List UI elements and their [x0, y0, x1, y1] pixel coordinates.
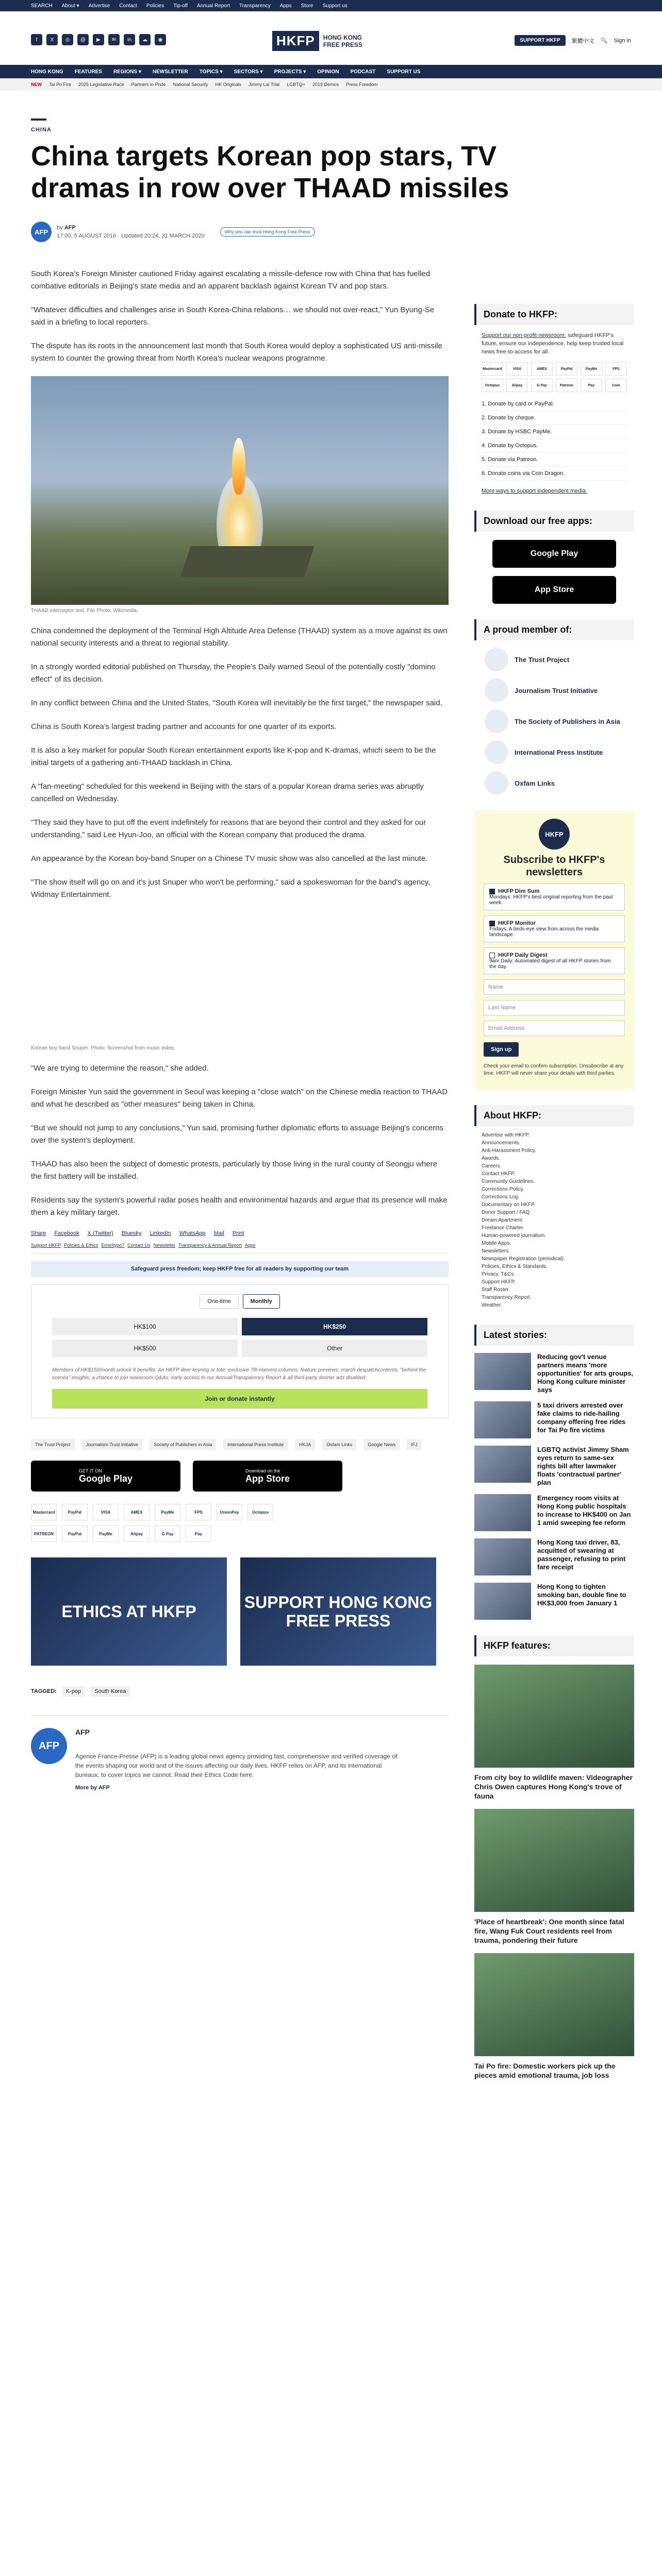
topbar-link[interactable]: Store [301, 3, 313, 9]
trust-link[interactable]: Why you can trust Hong Kong Free Press [220, 227, 315, 236]
author-avatar[interactable]: AFP [31, 222, 52, 242]
member-badge[interactable]: Oxfam Links [322, 1439, 356, 1450]
byline-date: 17:00, 5 AUGUST 2016 [57, 233, 117, 239]
amount-500[interactable]: HK$500 [52, 1340, 238, 1357]
instagram-icon[interactable]: ◎ [62, 34, 73, 45]
thaad-test-image [31, 376, 449, 605]
language-link[interactable]: 繁體中文 [571, 38, 594, 44]
monthly-option[interactable]: Monthly [243, 1294, 280, 1309]
amount-250[interactable]: HK$250 [242, 1318, 427, 1335]
sign-in-link[interactable]: Sign in [614, 37, 631, 44]
byline-author[interactable]: AFP [64, 225, 76, 231]
rss-icon[interactable]: ◉ [155, 34, 166, 45]
trending-link[interactable]: 2025 Legislative Race [78, 82, 124, 87]
feature-image[interactable] [474, 1953, 634, 2056]
about-link[interactable]: Anti-Harassment Policy. [482, 1148, 536, 1154]
social-links [31, 34, 166, 45]
about-link[interactable]: Staff Roster. [482, 1287, 510, 1293]
story-headline[interactable]: Reducing gov't venue partners means 'more opportunities' for arts groups, Hong Kong culture minister says [537, 1353, 633, 1394]
sidebar-payment-icons [482, 362, 627, 392]
about-link[interactable]: Weather. [482, 1302, 502, 1308]
sidebar-google-play[interactable]: Google Play [492, 540, 616, 568]
sidebar-app-store[interactable]: App Store [492, 576, 616, 604]
feature-story[interactable] [474, 1665, 634, 1801]
donate-method[interactable]: 4. Donate by Octopus. [482, 439, 627, 453]
donate-heading: Donate to HKFP: [474, 304, 634, 325]
about-heading: About HKFP: [474, 1105, 634, 1126]
payment-icon[interactable]: PayMe [93, 1526, 119, 1542]
member-name: The Trust Project [515, 655, 570, 664]
nonprofit-link[interactable]: Support our non-profit newsroom: [482, 332, 566, 338]
share-link[interactable]: LinkedIn [150, 1230, 171, 1236]
paragraph: A "fan-meeting" scheduled for this weekend in Beijing with the stars of a popular Korean drama series was abruptly cancelled on Wednesday. [31, 782, 424, 803]
newsletter-name: HKFP Dim Sum [498, 888, 540, 894]
topbar-link[interactable]: Contact [119, 3, 137, 9]
payment-icon[interactable]: G Pay [155, 1526, 180, 1542]
paragraph: "We are trying to determine the reason," she added. [31, 1064, 209, 1073]
newsletter-desc: Fridays: A birds-eye view from across the media landscape. [489, 926, 599, 938]
topbar-link[interactable]: Support us [322, 3, 347, 9]
threads-icon[interactable]: @ [77, 34, 89, 45]
nav-item[interactable]: OPINION [317, 69, 339, 75]
paragraph: The dispute has its roots in the announcement last month that South Korea would deploy a sophisticated US anti-missile system to counter the growing threat from North Korea's nuclear weapons programme. [31, 342, 442, 363]
payment-icon[interactable]: AMEX [124, 1504, 150, 1520]
feature-image[interactable] [474, 1665, 634, 1768]
footer-link[interactable]: Apps [244, 1243, 256, 1248]
topbar-link[interactable]: Annual Report [197, 3, 230, 9]
sidebar [474, 304, 634, 2080]
article-title: China targets Korean pop stars, TV dramas in row over THAAD missiles [31, 141, 509, 204]
topbar-link[interactable]: Advertise [88, 3, 110, 9]
feature-headline[interactable]: From city boy to wildlife maven: Videographer Chris Owen captures Hong Kong's trove of fauna [474, 1773, 633, 1800]
feature-story[interactable] [474, 1953, 634, 2080]
about-link[interactable]: Corrections Log. [482, 1194, 520, 1200]
main-navigation [0, 65, 662, 78]
share-link[interactable]: Bluesky [121, 1230, 142, 1236]
share-link[interactable]: Print [232, 1230, 244, 1236]
member-badge[interactable]: Journalism Trust Initiative [82, 1439, 143, 1450]
member-name: The Society of Publishers in Asia [515, 717, 620, 725]
topbar-link[interactable]: Apps [279, 3, 292, 9]
latest-story[interactable] [474, 1494, 634, 1531]
newsletter-title: Subscribe to HKFP's newsletters [503, 854, 605, 878]
author-box-name[interactable]: AFP [75, 1728, 90, 1736]
about-link[interactable]: Newspaper Registration (periodical). [482, 1256, 565, 1262]
checkbox-icon[interactable] [489, 889, 495, 894]
nav-item[interactable]: SECTORS ▾ [234, 69, 263, 75]
facebook-icon[interactable]: f [31, 34, 42, 45]
paragraph: "The show itself will go on and it's just Snuper who won't be performing," said a spokeswoman for the band's agency, Widmay Entertainment. [31, 878, 431, 899]
payment-icon[interactable]: Octopus [482, 379, 503, 392]
search-icon[interactable]: 🔍 [600, 38, 608, 44]
member-perks: Members of HK$150/month unlock 8 benefits: An HKFP deer keyring or tote; exclusive 7th Harvest columns; feature previews; march despatchcontents; "behind the scenes" insights; a chance to join newsroom Q&As; early access to our Annual/Transparency Report & all third-party donner ads disabled. [52, 1367, 426, 1381]
about-link[interactable]: Mobile Apps. [482, 1241, 511, 1246]
newsletter-logo: HKFP [539, 819, 570, 850]
image-caption: THAAD interceptor test. File Photo: Wikimedia. [31, 608, 138, 614]
story-thumbnail[interactable] [474, 1494, 531, 1531]
payment-icon[interactable]: Mastercard [482, 362, 503, 376]
trending-link[interactable]: Partners in Pride [131, 82, 166, 87]
payment-icon[interactable]: G Pay [531, 379, 553, 392]
trending-link[interactable]: 2019 Demos [312, 82, 339, 87]
sign-up-button[interactable]: Sign up [484, 1042, 519, 1057]
embedded-video[interactable] [31, 912, 449, 1041]
about-link[interactable]: Advertise with HKFP. [482, 1132, 530, 1138]
nav-item[interactable]: PODCAST [350, 69, 376, 75]
story-thumbnail[interactable] [474, 1446, 531, 1483]
paragraph: THAAD has also been the subject of domestic protests, particularly by those living in the rural county of Seongju where the first battery will be installed. [31, 1160, 437, 1181]
footer-link[interactable]: Support HKFP [31, 1243, 61, 1248]
payment-icon[interactable]: UnionPay [217, 1504, 242, 1520]
payment-icon[interactable]: VISA [93, 1504, 119, 1520]
share-link[interactable]: Mail [213, 1230, 224, 1236]
google-play-button[interactable] [31, 1461, 180, 1492]
newsletter-name: HKFP Monitor [498, 920, 536, 926]
google-play-small: GET IT ON [78, 1468, 102, 1473]
paragraph: Residents say the system's powerful radar poses health and environmental hazards and argue that its presence will make them a key military target. [31, 1196, 448, 1217]
newsletter-option[interactable] [484, 947, 625, 974]
payment-icon[interactable]: Pay [186, 1526, 211, 1542]
nav-item[interactable]: TOPICS ▾ [199, 69, 223, 75]
paragraph: "But we should not jump to any conclusions," Yun said, promising further diplomatic efforts to assuage Beijing's concerns over the system's deployment. [31, 1124, 444, 1145]
payment-icon[interactable]: PayMe [155, 1504, 180, 1520]
x-icon[interactable]: X [46, 34, 58, 45]
paragraph: "Whatever difficulties and challenges arise in South Korea-China relations… we should not over-react," Yun Byung-Se said in a briefing to local reporters. [31, 306, 435, 327]
story-thumbnail[interactable] [474, 1353, 531, 1390]
more-by-author[interactable]: More by AFP [75, 1785, 110, 1791]
logo-line1: HONG KONG [323, 33, 362, 41]
tag-kpop[interactable]: K-pop [62, 1686, 85, 1697]
one-time-option[interactable]: One-time [200, 1294, 238, 1309]
paragraph: An appearance by the Korean boy-band Snuper on a Chinese TV music show was also cancelled at the last minute. [31, 854, 428, 863]
about-links [482, 1131, 627, 1309]
features-heading: HKFP features: [474, 1635, 634, 1656]
member-logo-icon [485, 740, 508, 764]
nav-item[interactable]: FEATURES [74, 69, 102, 75]
byline-text: by AFP 17:00, 5 AUGUST 2016 · Updated 20:24, 31 MARCH 2020 [57, 225, 205, 239]
footer-link[interactable]: Error/typo? [101, 1243, 125, 1248]
app-store-button[interactable] [193, 1461, 342, 1492]
story-headline[interactable]: LGBTQ activist Jimmy Sham eyes return to same-sex rights bill after lawmaker floats 'contractual partner' plan [537, 1446, 629, 1486]
footer-link[interactable]: Newsletter [153, 1243, 176, 1248]
trending-link[interactable]: Tai Po Fire [49, 82, 72, 87]
category-bar [31, 118, 46, 121]
member-badge[interactable]: International Press Institute [223, 1439, 288, 1450]
newsletter-name: HKFP Daily Digest [498, 952, 548, 958]
author-box-avatar[interactable]: AFP [31, 1728, 67, 1764]
about-link[interactable]: Policies, Ethics & Standards. [482, 1264, 548, 1269]
checkbox-icon[interactable] [489, 921, 495, 926]
article-category[interactable]: CHINA [31, 127, 52, 133]
topbar-link[interactable]: Transparency [239, 3, 271, 9]
story-headline[interactable]: Hong Kong taxi driver, 83, acquitted of swearing at passenger, refusing to print fare receipt [537, 1538, 626, 1571]
trending-link[interactable]: Jimmy Lai Trial [249, 82, 280, 87]
logo-line2: FREE PRESS [323, 41, 362, 48]
about-link[interactable]: Donor Support / FAQ. [482, 1210, 532, 1215]
donate-method[interactable]: 2. Donate by cheque. [482, 411, 627, 425]
payment-icon[interactable]: FPS [605, 362, 627, 376]
trending-link[interactable]: HK Originals [215, 82, 242, 87]
safeguard-banner[interactable]: Safeguard press freedom; keep HKFP free for all readers by supporting our team [31, 1261, 449, 1277]
about-link[interactable]: Human-powered journalism. [482, 1233, 547, 1239]
frequency-toggle [52, 1294, 427, 1309]
top-utility-bar [0, 0, 662, 11]
support-links [31, 1243, 449, 1253]
latest-story[interactable] [474, 1538, 634, 1575]
mid-paragraphs [31, 625, 449, 901]
paragraph: In a strongly worded editorial published on Thursday, the People's Daily warned Seoul of the potentially costly "domino effect" of its decision. [31, 663, 436, 684]
site-header [0, 11, 662, 65]
paragraph: It is also a key market for popular South Korean entertainment exports like K-pop and K-dramas, which seem to be the initial targets of a gathering anti-THAAD backlash in China. [31, 746, 436, 767]
nav-item[interactable]: PROJECTS ▾ [274, 69, 306, 75]
newsletter-desc: 9am Daily: Automated digest of all HKFP stories from the day. [489, 958, 611, 970]
story-headline[interactable]: Hong Kong to tighten smoking ban, double fine to HK$3,000 from January 1 [537, 1583, 626, 1607]
member-name: Journalism Trust Initiative [515, 686, 598, 694]
app-store-label: App Store [245, 1473, 290, 1484]
donate-intro-text: safeguard HKFP's future, ensure our independence, help keep trusted local news free-to-access for all. [482, 332, 624, 355]
promo-videos [31, 1557, 449, 1666]
member-item[interactable] [485, 740, 624, 764]
new-label: NEW [31, 82, 42, 87]
google-play-label: Google Play [78, 1473, 133, 1484]
member-name: Oxfam Links [515, 779, 555, 787]
logo-tagline [323, 34, 362, 48]
payment-methods [31, 1504, 299, 1542]
about-link[interactable]: Documentary on HKFP. [482, 1202, 536, 1208]
amount-other[interactable]: Other [242, 1340, 427, 1357]
feature-headline[interactable]: 'Place of heartbreak': One month since fatal fire, Wang Fuk Court residents reel from trauma, pondering their future [474, 1918, 624, 1944]
lead-paragraphs [31, 268, 449, 365]
nav-item[interactable]: HONG KONG [31, 69, 63, 75]
youtube-icon[interactable]: ▶ [93, 34, 104, 45]
tag-south-korea[interactable]: South Korea [90, 1686, 130, 1697]
topbar-link[interactable]: SEARCH [31, 3, 53, 9]
amount-options [52, 1318, 427, 1357]
member-item[interactable] [485, 679, 624, 702]
paragraph: South Korea's Foreign Minister cautioned Friday against escalating a missile-defence row with China that has fuelled combative editorials in Beijing's state media and an apparent backlash against Korean TV and pop stars. [31, 269, 431, 291]
paragraph: In any conflict between China and the United States, "South Korea will inevitably be the first target," the newspaper said. [31, 699, 442, 707]
apps-heading: Download our free apps: [474, 511, 634, 532]
footer-link[interactable]: Transparency & Annual Report [178, 1243, 242, 1248]
about-link[interactable]: Support HKFP. [482, 1279, 516, 1285]
member-logo-icon [485, 709, 508, 733]
payment-icon[interactable]: Coin [605, 379, 627, 392]
topbar-link[interactable]: Policies [146, 3, 164, 9]
share-link[interactable]: X (Twitter) [87, 1230, 113, 1236]
newsletter-option[interactable] [484, 916, 625, 942]
header-actions [515, 35, 631, 46]
story-headline[interactable]: Emergency room visits at Hong Kong public hospitals to increase to HK$400 on Jan 1 amid sweeping fee reform [537, 1494, 631, 1527]
latest-story[interactable] [474, 1353, 634, 1394]
about-link[interactable]: Contact HKFP. [482, 1171, 516, 1177]
byline [31, 222, 449, 242]
member-badge[interactable]: Society of Publishers in Asia [150, 1439, 216, 1450]
donate-method[interactable]: 3. Donate by HSBC PayMe. [482, 425, 627, 439]
byline-updated: Updated 20:24, 31 MARCH 2020 [121, 233, 205, 239]
payment-icon[interactable]: PayMe [581, 362, 602, 376]
by-label: by [57, 225, 63, 231]
member-badge[interactable]: HKJA [295, 1439, 315, 1450]
latest-story[interactable] [474, 1401, 634, 1438]
article-tags [31, 1686, 449, 1697]
launcher-shape [180, 546, 314, 577]
nav-item[interactable]: NEWSLETTER [152, 69, 188, 75]
about-link[interactable]: Awards. [482, 1156, 500, 1161]
share-links [31, 1230, 449, 1236]
newsletter-note: Check your email to confirm subscription. Unsubscribe at any time. HKFP will never share your details with third parties. [484, 1063, 624, 1076]
payment-icon[interactable]: AMEX [531, 362, 553, 376]
about-link[interactable]: Corrections Policy. [482, 1187, 524, 1192]
paragraph: China condemned the deployment of the Terminal High Altitude Area Defense (THAAD) system as a move against its own national security interests and a threat to regional stability. [31, 626, 448, 648]
member-item[interactable] [485, 648, 624, 671]
latest-heading: Latest stories: [474, 1325, 634, 1346]
linkedin-icon[interactable]: in [124, 34, 135, 45]
feature-headline[interactable]: Tai Po fire: Domestic workers pick up the pieces amid emotional trauma, job loss [474, 2062, 616, 2079]
author-bio: Agence France-Presse (AFP) is a leading global news agency providing fast, comprehensive and verified coverage of the events shaping our world and of the issues affecting our daily lives. HKFP relies on AFP, and its international bureaux, to cover topics we cannot. Read their Ethics Code here. [75, 1753, 398, 1778]
bluesky-icon[interactable]: ☁ [139, 34, 151, 45]
story-thumbnail[interactable] [474, 1583, 531, 1620]
membership-badges [31, 1439, 449, 1450]
payment-icon[interactable]: PayPal [556, 362, 577, 376]
latest-story[interactable] [474, 1583, 634, 1620]
footer-link[interactable]: Policies & Ethics [64, 1243, 98, 1248]
newsletter-options [484, 884, 625, 974]
payment-icon[interactable]: VISA [506, 362, 528, 376]
donate-method[interactable]: 5. Donate via Patreon. [482, 453, 627, 467]
story-headline[interactable]: 5 taxi drivers arrested over fake claims to ride-hailing company offering free rides for Tai Po fire victims [537, 1401, 626, 1434]
newsletter-desc: Mondays: HKFP's best original reporting from the past week. [489, 894, 613, 906]
about-link[interactable]: Privacy, T&Cs. [482, 1272, 516, 1277]
member-logo-icon [485, 679, 508, 702]
share-link: Share [31, 1230, 46, 1236]
nav-item[interactable]: SUPPORT US [387, 69, 421, 75]
share-link[interactable]: WhatsApp [179, 1230, 206, 1236]
last-name-field[interactable]: Last Name [484, 1000, 625, 1015]
feature-story[interactable] [474, 1809, 634, 1945]
latest-stories [474, 1353, 634, 1620]
payment-icon[interactable]: Octopus [247, 1504, 273, 1520]
author-box [31, 1715, 449, 1791]
member-badge[interactable]: Google News [363, 1439, 400, 1450]
paragraph: China is South Korea's largest trading partner and accounts for one quarter of its exports. [31, 722, 337, 731]
features-list [474, 1665, 634, 2080]
about-link[interactable]: Newsletters. [482, 1248, 510, 1254]
name-field[interactable]: Name [484, 979, 625, 995]
story-thumbnail[interactable] [474, 1538, 531, 1575]
donate-method[interactable]: 1. Donate by card or PayPal. [482, 397, 627, 411]
trending-link[interactable]: LGBTQ+ [287, 82, 305, 87]
trending-link[interactable]: Press Freedom [345, 82, 378, 87]
topbar-link[interactable]: Tip-off [173, 3, 188, 9]
payment-icon[interactable]: PATREON [31, 1526, 57, 1542]
paragraph: "They said they have to put off the event indefinitely for reasons that are beyond their control and they asked for our understanding," said Lee Hyun-Joo, an official with the Korean company that produced the drama. [31, 818, 426, 839]
payment-icon[interactable]: Alipay [124, 1526, 150, 1542]
logo-box: HKFP [272, 31, 319, 51]
trending-bar [0, 78, 662, 91]
ethics-video[interactable]: ETHICS AT HKFP [31, 1557, 227, 1666]
email-field[interactable]: Email Address [484, 1021, 625, 1036]
about-link[interactable]: Transparency Report. [482, 1295, 532, 1300]
amount-100[interactable]: HK$100 [52, 1318, 238, 1335]
about-link[interactable]: Freelance Charter. [482, 1225, 524, 1231]
app-store-buttons [31, 1461, 449, 1492]
newsletter-option[interactable] [484, 884, 625, 910]
member-badge[interactable]: IFJ [407, 1439, 422, 1450]
member-name: International Press Institute [515, 748, 603, 756]
checkbox-icon[interactable] [489, 953, 495, 958]
donate-intro [482, 331, 627, 356]
payment-icon[interactable]: Pay [581, 379, 602, 392]
member-badge[interactable]: The Trust Project [31, 1439, 75, 1450]
member-list [474, 648, 634, 795]
join-donate-button[interactable]: Join or donate instantly [52, 1389, 427, 1409]
member-logo-icon [485, 771, 508, 795]
latest-story[interactable] [474, 1446, 634, 1487]
donate-methods-list [482, 397, 627, 481]
payment-icon[interactable]: PayPal [62, 1504, 88, 1520]
site-logo[interactable] [272, 31, 362, 51]
about-link[interactable]: Community Guidelines. [482, 1179, 535, 1184]
member-logo-icon [485, 648, 508, 671]
footer-link[interactable]: Contact Us [127, 1243, 151, 1248]
about-link[interactable]: Careers. [482, 1163, 502, 1169]
payment-icon[interactable]: Patreon [556, 379, 577, 392]
member-item[interactable] [485, 709, 624, 733]
feature-image[interactable] [474, 1809, 634, 1912]
email-icon[interactable]: ✉ [108, 34, 120, 45]
tags-label: TAGGED: [31, 1688, 57, 1694]
member-heading: A proud member of: [474, 619, 634, 640]
member-item[interactable] [485, 771, 624, 795]
support-video[interactable]: SUPPORT HONG KONG FREE PRESS [240, 1557, 436, 1666]
topbar-link[interactable]: About ▾ [61, 3, 79, 9]
payment-icon[interactable]: FPS [186, 1504, 211, 1520]
more-ways-link[interactable]: More ways to support independent media. [482, 488, 587, 494]
nav-item[interactable]: REGIONS ▾ [113, 69, 141, 75]
payment-icon[interactable]: Alipay [506, 379, 528, 392]
donation-widget [31, 1284, 449, 1418]
newsletter-signup [474, 810, 634, 1090]
video-caption: Korean boy band Snuper. Photo: Screenshot from music video. [31, 1045, 175, 1051]
donate-method[interactable]: 6. Donate coins via Coin Dragon. [482, 467, 627, 481]
payment-icon[interactable]: PayPal [62, 1526, 88, 1542]
missile-flame [232, 438, 245, 495]
end-paragraphs [31, 1062, 449, 1219]
about-link[interactable]: Dream Apartment. [482, 1217, 524, 1223]
paragraph: Foreign Minister Yun said the government in Seoul was keeping a "close watch" on the Chinese media reaction to THAAD and what he described as "other measures" being taken in China. [31, 1088, 448, 1109]
payment-icon[interactable]: Mastercard [31, 1504, 57, 1520]
about-link[interactable]: Announcements. [482, 1140, 521, 1146]
trending-link[interactable]: National Security [173, 82, 208, 87]
story-thumbnail[interactable] [474, 1401, 531, 1438]
support-hkfp-button[interactable]: SUPPORT HKFP [515, 35, 565, 46]
share-link[interactable]: Facebook [54, 1230, 79, 1236]
app-store-small: Download on the [245, 1468, 280, 1473]
